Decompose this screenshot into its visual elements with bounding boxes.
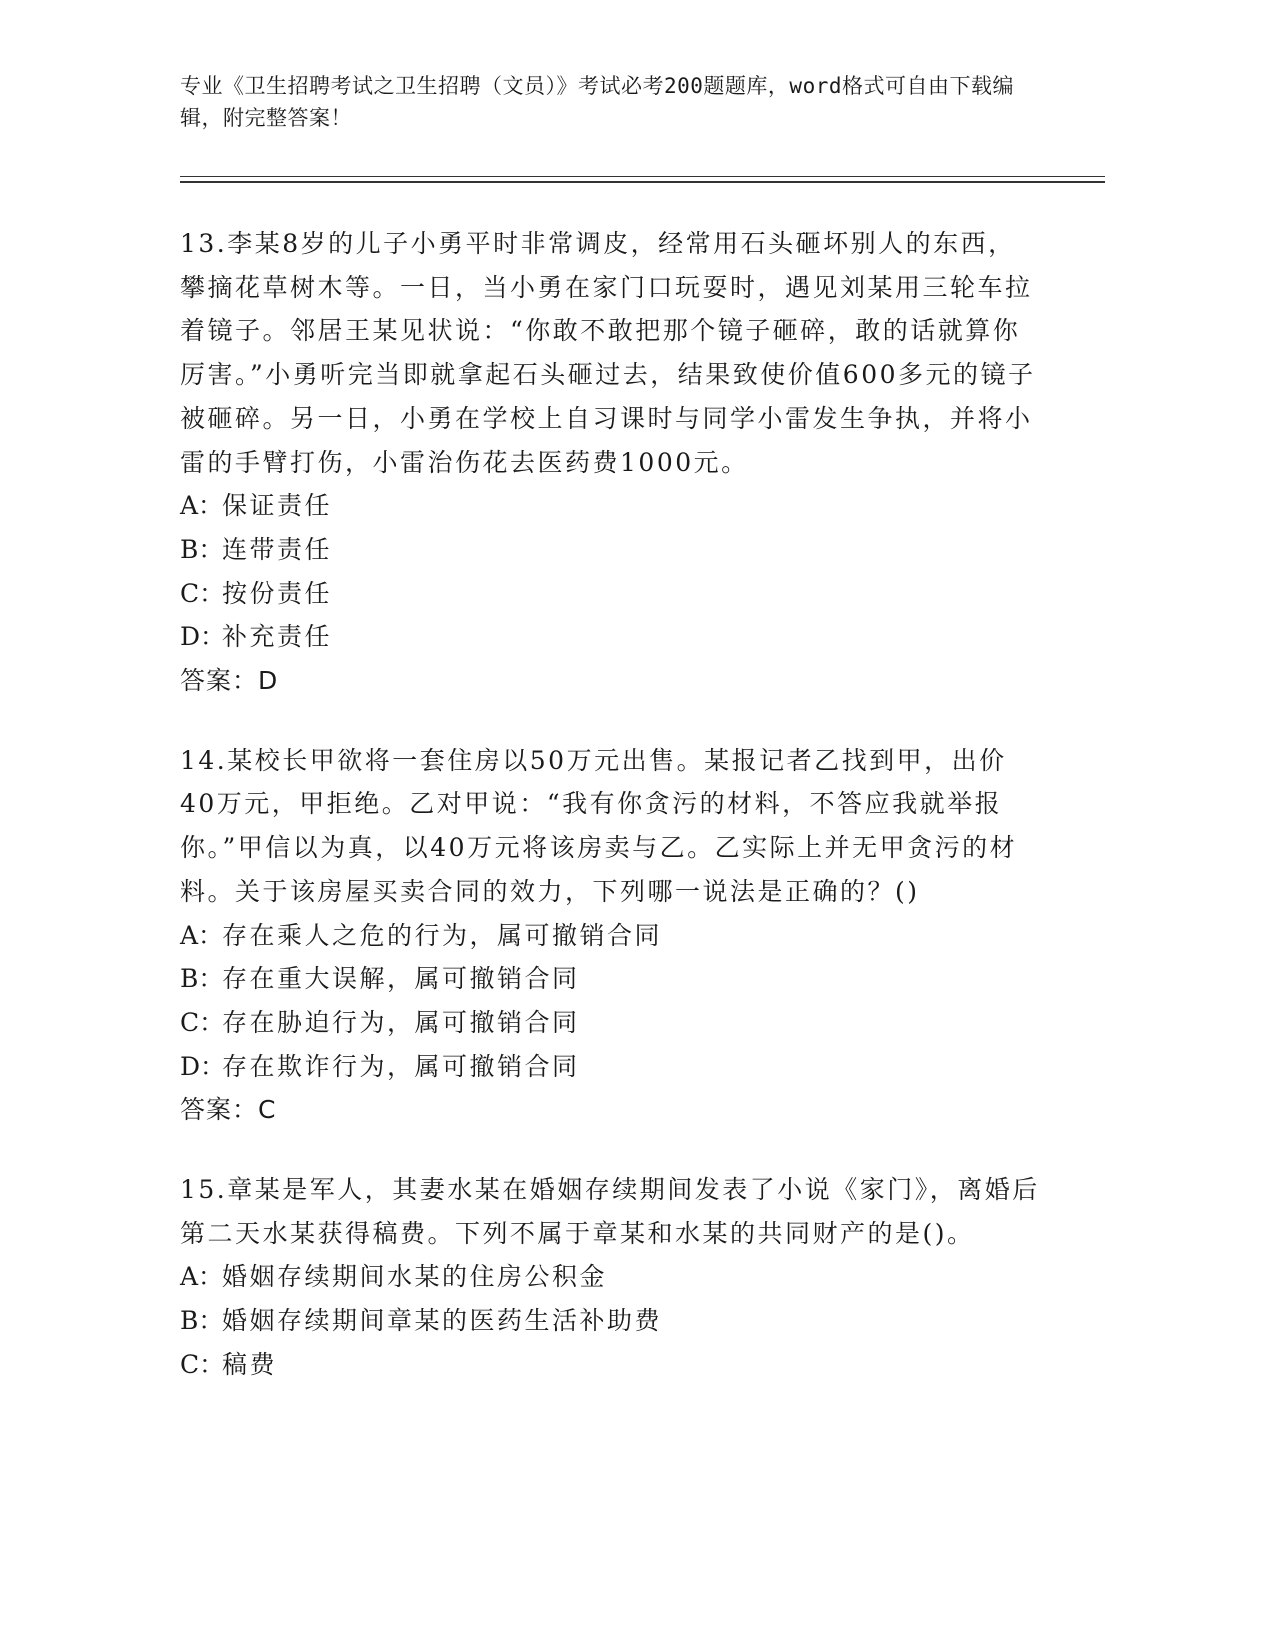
option-key: A：: [180, 920, 224, 950]
option-text: 存在欺诈行为，属可撤销合同: [222, 1051, 580, 1081]
option-text: 补充责任: [222, 622, 333, 652]
option-b: [180, 528, 1040, 572]
question-stem: 15.章某是军人，其妻水某在婚姻存续期间发表了小说《家门》，离婚后第二天水某获得稿费。下列不属于章某和水某的共同财产的是()。: [180, 1175, 1040, 1248]
option-key: A：: [180, 491, 224, 521]
option-c: [180, 572, 1040, 616]
header-divider-thin: [180, 176, 1105, 177]
option-key: D：: [180, 1051, 226, 1081]
question-stem: 13.李某8岁的儿子小勇平时非常调皮，经常用石头砸坏别人的东西，攀摘花草树木等。一日，当小勇在家门口玩耍时，遇见刘某用三轮车拉着镜子。邻居王某见状说：“你敢不敢把那个镜子砸碎，敢的话就算你厉害。”小勇听完当即就拿起石头砸过去，结果致使价值600多元的镜子被砸碎。另一日，小勇在学校上自习课时与同学小雷发生争执，并将小雷的手臂打伤，小雷治伤花去医药费1000元。: [180, 229, 1036, 477]
option-text: 按份责任: [222, 578, 333, 608]
option-text: 存在乘人之危的行为，属可撤销合同: [222, 920, 663, 950]
option-text: 存在胁迫行为，属可撤销合同: [222, 1007, 580, 1037]
answer-line: 答案：D: [180, 666, 279, 696]
option-text: 保证责任: [222, 491, 333, 521]
option-key: D：: [180, 622, 226, 652]
answer-line: 答案：C: [180, 1095, 277, 1125]
option-key: C：: [180, 1007, 225, 1037]
option-key: C：: [180, 578, 225, 608]
option-a: [180, 914, 1040, 958]
document-header: 专业《卫生招聘考试之卫生招聘（文员）》考试必考200题题库，word格式可自由下载编辑，附完整答案！: [180, 74, 1014, 130]
option-d: [180, 615, 1040, 659]
option-text: 连带责任: [222, 534, 333, 564]
option-a: [180, 484, 1040, 528]
option-text: 稿费: [222, 1349, 278, 1379]
question-13: [180, 222, 1040, 703]
option-key: A：: [180, 1262, 224, 1292]
option-key: C：: [180, 1349, 225, 1379]
option-c: [180, 1343, 1040, 1387]
option-c: [180, 1001, 1040, 1045]
header-divider-thick: [180, 181, 1105, 183]
question-15: [180, 1168, 1040, 1387]
questions-list: [180, 222, 1040, 1423]
option-text: 婚姻存续期间章某的医药生活补助费: [222, 1306, 663, 1336]
option-b: [180, 957, 1040, 1001]
question-14: [180, 739, 1040, 1132]
question-stem: 14.某校长甲欲将一套住房以50万元出售。某报记者乙找到甲，出价40万元，甲拒绝。乙对甲说：“我有你贪污的材料，不答应我就举报你。”甲信以为真，以40万元将该房卖与乙。乙实际上并无甲贪污的材料。关于该房屋买卖合同的效力，下列哪一说法是正确的？(): [180, 745, 1018, 906]
option-text: 婚姻存续期间水某的住房公积金: [222, 1262, 608, 1292]
option-key: B：: [180, 964, 224, 994]
option-d: [180, 1045, 1040, 1089]
option-b: [180, 1299, 1040, 1343]
option-text: 存在重大误解，属可撤销合同: [222, 964, 580, 994]
option-key: B：: [180, 1306, 224, 1336]
option-key: B：: [180, 534, 224, 564]
option-a: [180, 1255, 1040, 1299]
